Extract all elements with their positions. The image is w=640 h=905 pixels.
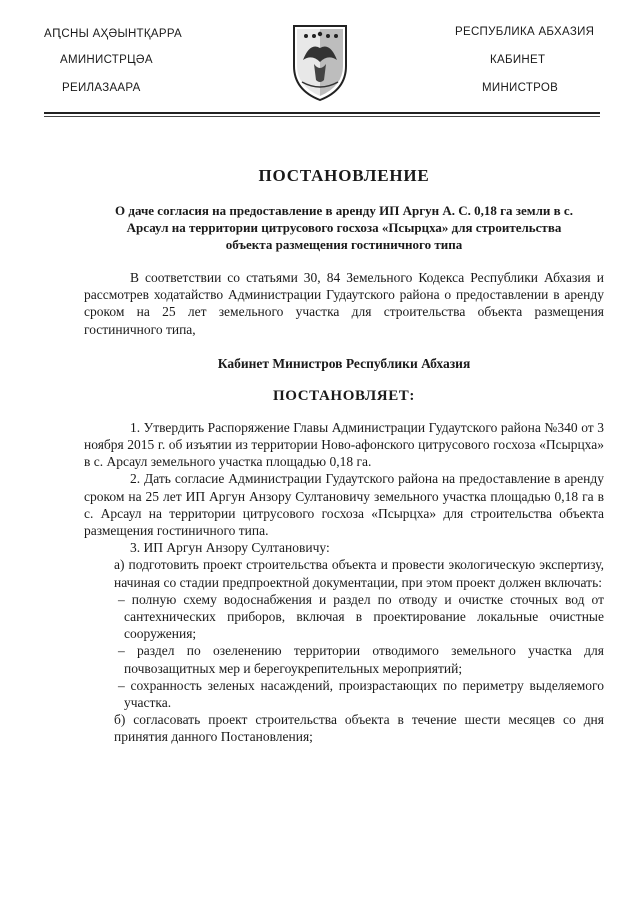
header-right-line-3: МИНИСТРОВ: [482, 82, 559, 94]
issuing-authority: Кабинет Министров Республики Абхазия: [217, 355, 471, 371]
clause-3a: а) подготовить проект строительства объекта и провести экологическую экспертизу, начиная со стадии предпроектной документации, при этом проект должен включать:: [114, 557, 604, 590]
decree-heading: ПОСТАНОВЛЯЕТ:: [272, 387, 416, 404]
coat-of-arms-icon: [288, 20, 352, 102]
document-title: ПОСТАНОВЛЕНИЕ: [258, 166, 430, 185]
document-subject: О даче согласия на предоставление в аренду ИП Аргун А. С. 0,18 га земли в с. Арсаул на территории цитрусового госхоза «Псырцха» для строительства объекта размещения гостиничного типа: [115, 203, 573, 252]
header-left-line-3: РЕИЛАЗААРА: [62, 82, 141, 94]
document-body: [84, 166, 604, 746]
header-left-line-2: АМИНИСТРЦӘА: [60, 54, 153, 66]
letterhead: [0, 0, 640, 120]
clause-3: 3. ИП Аргун Анзору Султановичу:: [130, 540, 330, 556]
clause-3a-dash-3: – сохранность зеленых насаждений, произрастающих по периметру выделяемого участка.: [118, 677, 604, 711]
clause-3a-dash-1: – полную схему водоснабжения и раздел по отводу и очистке сточных вод от сантехнических приборов, включая в проектирование локальные очистные сооружения;: [118, 591, 604, 642]
header-left-line-1: АԤСНЫ АҲӘЫНТҚАРРА: [44, 28, 182, 40]
header-divider: [44, 112, 600, 114]
header-divider-thin: [44, 116, 600, 117]
header-right-line-1: РЕСПУБЛИКА АБХАЗИЯ: [455, 26, 595, 38]
header-right-line-2: КАБИНЕТ: [490, 54, 546, 66]
clause-1: 1. Утвердить Распоряжение Главы Администрации Гудаутского района №340 от 3 ноября 2015 г. об изъятии из территории Ново-афонского цитрусового госхоза «Псырцха» в с. Арсаул земельного участка площадью 0,18 га.: [84, 419, 604, 470]
clause-3a-dash-2: – раздел по озеленению территории отводимого земельного участка для почвозащитных мер и берегоукрепительных мероприятий;: [118, 643, 604, 676]
clause-2: 2. Дать согласие Администрации Гудаутского района на предоставление в аренду сроком на 25 лет ИП Аргун Анзору Султановичу земельного участка площадью 0,18 га в с. Арсаул на территории цитрусового госхоза «Псырцха» для строительства объекта размещения гостиничного типа.: [84, 471, 604, 539]
clause-3b: б) согласовать проект строительства объекта в течение шести месяцев со дня принятия данного Постановления;: [114, 712, 604, 745]
preamble-paragraph: В соответствии со статьями 30, 84 Земельного Кодекса Республики Абхазия и рассмотрев ходатайство Администрации Гудаутского района о предоставлении в аренду сроком на 25 лет земельного участка для строительства объекта размещения гостиничного типа,: [84, 270, 604, 337]
